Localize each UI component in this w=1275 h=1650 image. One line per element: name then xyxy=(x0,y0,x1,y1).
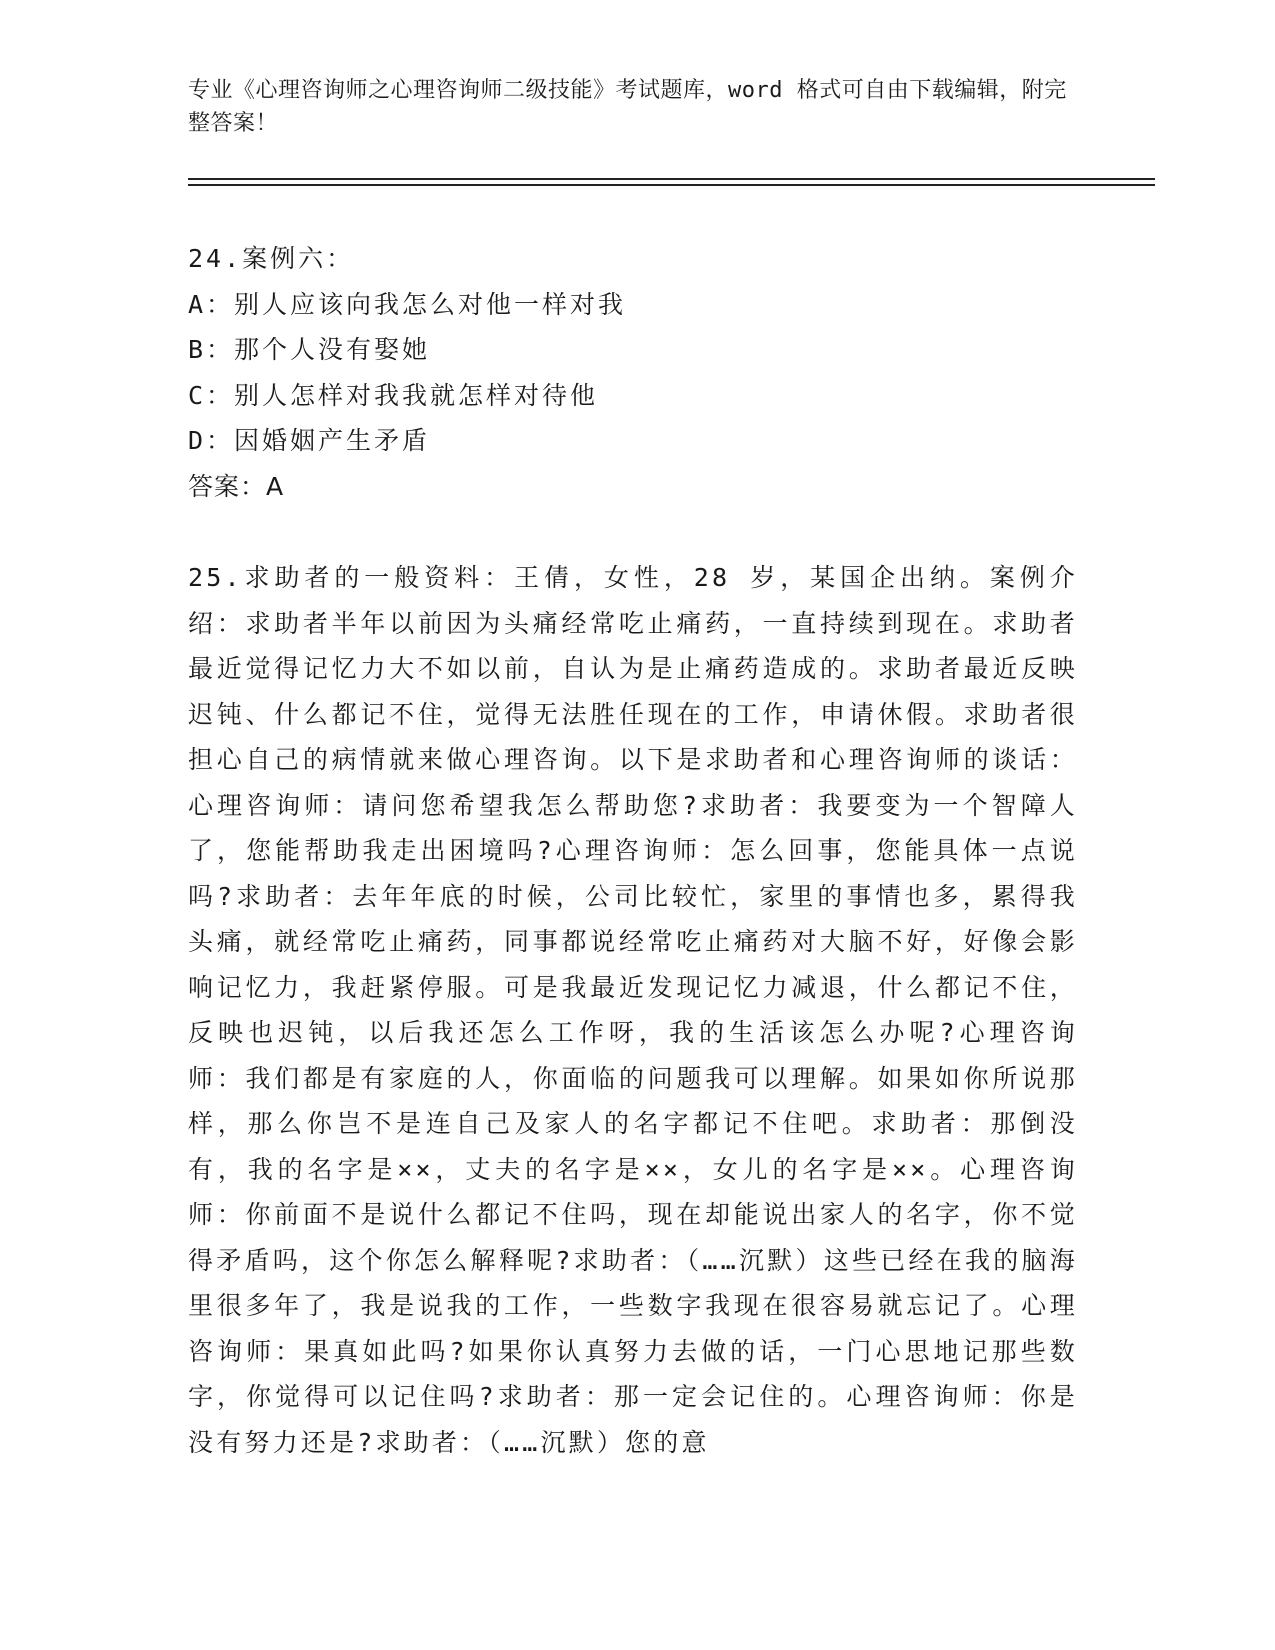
answer-line: 答案：A xyxy=(188,471,285,501)
option-c: C：别人怎样对我我就怎样对待他 xyxy=(188,380,599,410)
question-25 xyxy=(188,555,1078,1465)
document-header xyxy=(188,74,1088,140)
question-25-text: 25.求助者的一般资料：王倩，女性，28 岁，某国企出纳。案例介绍：求助者半年以前因为头痛经常吃止痛药，一直持续到现在。求助者最近觉得记忆力大不如以前，自认为是止痛药造成的。求助者最近反映迟钝、什么都记不住，觉得无法胜任现在的工作，申请休假。求助者很担心自己的病情就来做心理咨询。以下是求助者和心理咨询师的谈话：心理咨询师：请问您希望我怎么帮助您?求助者：我要变为一个智障人了，您能帮助我走出困境吗?心理咨询师：怎么回事，您能具体一点说吗?求助者：去年年底的时候，公司比较忙，家里的事情也多，累得我头痛，就经常吃止痛药，同事都说经常吃止痛药对大脑不好，好像会影响记忆力，我赶紧停服。可是我最近发现记忆力减退，什么都记不住，反映也迟钝，以后我还怎么工作呀，我的生活该怎么办呢?心理咨询师：我们都是有家庭的人，你面临的问题我可以理解。如果如你所说那样，那么你岂不是连自己及家人的名字都记不住吧。求助者：那倒没有，我的名字是××，丈夫的名字是××，女儿的名字是××。心理咨询师：你前面不是说什么都记不住吗，现在却能说出家人的名字，你不觉得矛盾吗，这个你怎么解释呢?求助者：（……沉默）这些已经在我的脑海里很多年了，我是说我的工作，一些数字我现在很容易就忘记了。心理咨询师：果真如此吗?如果你认真努力去做的话，一门心思地记那些数字，你觉得可以记住吗?求助者：那一定会记住的。心理咨询师：你是没有努力还是?求助者：（……沉默）您的意 xyxy=(188,563,1078,1457)
question-stem: 24.案例六： xyxy=(188,244,355,273)
question-24 xyxy=(188,236,1088,509)
option-b: B：那个人没有娶她 xyxy=(188,335,431,364)
header-text: 专业《心理咨询师之心理咨询师二级技能》考试题库，word 格式可自由下载编辑，附完整答案！ xyxy=(188,78,1067,136)
option-d: D：因婚姻产生矛盾 xyxy=(188,426,431,455)
header-divider-bottom xyxy=(188,184,1155,186)
header-divider-top xyxy=(188,178,1155,180)
option-a: A：别人应该向我怎么对他一样对我 xyxy=(188,289,627,319)
